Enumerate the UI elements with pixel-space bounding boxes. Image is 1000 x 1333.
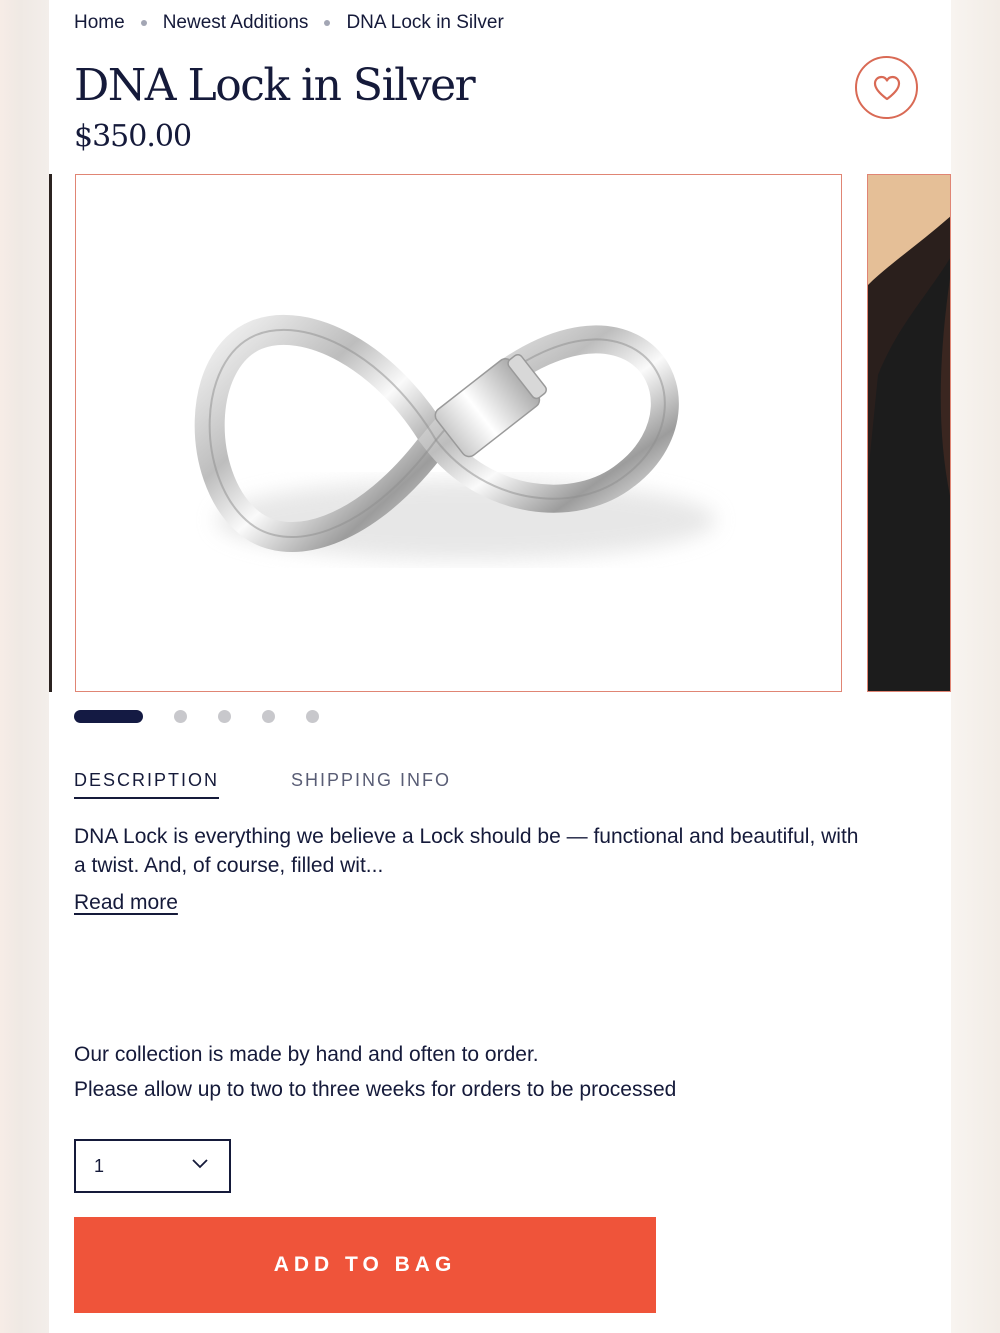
product-price: $350.00: [74, 119, 192, 154]
previous-slide-peek[interactable]: [49, 174, 52, 692]
breadcrumb-separator: [141, 20, 147, 26]
product-title: DNA Lock in Silver: [74, 60, 475, 111]
pagination-dot[interactable]: [174, 710, 187, 723]
wishlist-button[interactable]: [855, 56, 918, 119]
tab-description[interactable]: DESCRIPTION: [74, 770, 219, 799]
tab-shipping-info[interactable]: SHIPPING INFO: [291, 770, 452, 790]
silver-infinity-lock-image: [76, 175, 842, 692]
product-image-slide[interactable]: [75, 174, 842, 692]
pagination-dot-active[interactable]: [74, 710, 143, 723]
breadcrumb-newest-additions[interactable]: Newest Additions: [162, 12, 309, 33]
pagination-dot[interactable]: [306, 710, 319, 723]
read-more-link[interactable]: Read more: [74, 891, 178, 914]
breadcrumb-home[interactable]: Home: [74, 12, 125, 33]
note-line-1: Our collection is made by hand and often to order.: [74, 1043, 539, 1066]
quantity-select[interactable]: [74, 1139, 231, 1193]
breadcrumb-separator: [324, 20, 330, 26]
note-line-2: Please allow up to two to three weeks for orders to be processed: [74, 1078, 677, 1101]
pagination-dot[interactable]: [218, 710, 231, 723]
gallery-pagination: [74, 709, 350, 723]
model-wearing-necklace-image: [868, 175, 951, 692]
breadcrumb: [74, 10, 504, 36]
breadcrumb-current: DNA Lock in Silver: [346, 12, 504, 33]
heart-icon: [872, 74, 902, 102]
product-info-tabs: [74, 770, 523, 799]
pagination-dot[interactable]: [262, 710, 275, 723]
add-to-bag-button[interactable]: ADD TO BAG: [74, 1217, 656, 1313]
chevron-down-icon: [191, 1158, 209, 1170]
next-slide-peek[interactable]: [867, 174, 951, 692]
product-description: DNA Lock is everything we believe a Lock should be — functional and beautiful, with a twist. And, of course, filled wit...: [74, 825, 859, 877]
product-page: [49, 0, 951, 1333]
made-to-order-note: [74, 1037, 894, 1107]
quantity-value: 1: [94, 1155, 105, 1176]
